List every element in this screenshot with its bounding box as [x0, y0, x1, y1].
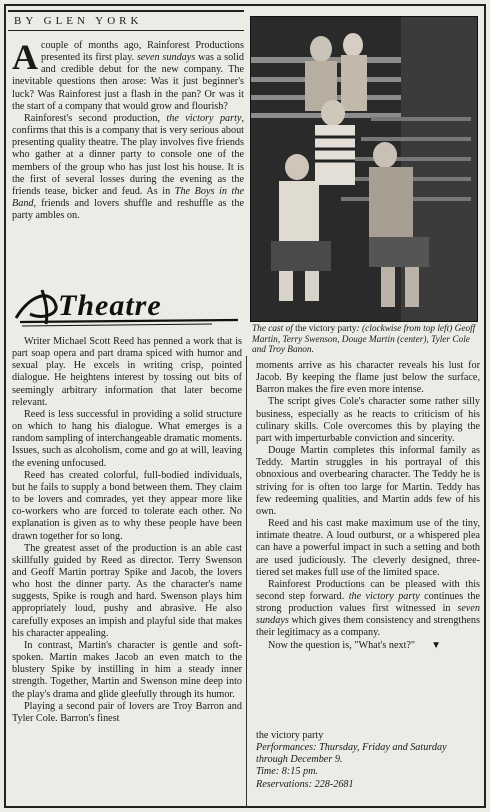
intro-paragraph-2 — [12, 113, 244, 222]
intro-text: couple of months ago, Rainforest Productions presented its first play. — [41, 40, 244, 64]
end-mark-icon: ▼ — [431, 639, 441, 651]
logo-text: Theatre — [58, 289, 162, 322]
photo-caption — [252, 324, 480, 356]
left-column — [12, 336, 242, 725]
info-title: the victory party — [256, 730, 324, 741]
play-title: the victory party — [166, 112, 242, 124]
theatre-logo — [12, 282, 240, 328]
left-paragraph: Writer Michael Scott Reed has penned a work that is part soap opera and part drama spiced with humor and sexual play. He excels in writing crisp, pointed dialogue. He heightens interest by tossing out bits of seemingly arbitrary information that later become relevant. — [12, 336, 242, 408]
right-paragraph: Reed and his cast make maximum use of the tiny, intimate theatre. A loud outburst, or a whispered plea can have a powerful impact in such a setting and both are used judiciously. The cleverly designed, three-tiered set makes full use of the limited space. — [256, 518, 480, 578]
drop-cap: A — [12, 37, 38, 77]
right-paragraph: Douge Martin completes this informal family as Teddy. Martin struggles in his portrayal of this obnoxious and overbearing character. The Teddy he is striving for is often too large for Martin. Teddy has few redeeming qualities, and Martin adds few of his own. — [256, 445, 480, 517]
right-text: which gives them consistency and strengthens their legitimacy as a company. — [256, 615, 480, 639]
right-column — [256, 360, 480, 652]
play-title: seven sundays — [256, 603, 480, 627]
right-paragraph — [256, 640, 480, 652]
left-paragraph: Reed has created colorful, full-bodied individuals, but he fails to supply a bond between them. They claim to be lovers and comrades, yet they appear more like co-workers who are forced to tolerate each other. No explanation is given as to why these people have been drawn together for so long. — [12, 469, 242, 542]
right-text: Rainforest Productions can be pleased with this second step forward. — [256, 578, 480, 602]
caption-text: : (clockwise from top left) Geoff Martin, Terry Swenson, Douge Martin (center), Tyler Cole and Troy Banon. — [252, 324, 476, 356]
performance-info — [256, 730, 480, 791]
play-title: The Boys in the Band — [12, 185, 244, 210]
left-paragraph: Playing a second pair of lovers are Troy Barron and Tyler Cole. Barron's finest — [12, 700, 242, 724]
caption-text: The cast of — [252, 324, 296, 334]
right-paragraph: The script gives Cole's character some rather silly business, especially as he reacts to criticism of his culinary skills. Cole overcomes this by playing the part with imperturbable conviction and sincerity. — [256, 396, 480, 444]
right-paragraph — [256, 579, 480, 640]
intro-text: , friends and lovers shuffle and reshuffle as the party ambles on. — [12, 198, 244, 222]
right-text: continues the strong production values first witnessed in — [256, 590, 480, 615]
left-paragraph: Reed is less successful in providing a solid structure on which to hang his dialogue. What emerges is a random sampling of interchangeable dramatic moments. Issues, such as alcoholism, come and go at will, leaving the evening unfocused. — [12, 408, 242, 469]
caption-play-title: the victory party — [295, 324, 357, 334]
cast-photo — [250, 16, 478, 322]
play-title: seven sundays — [136, 52, 196, 64]
intro-text: Rainforest's second production, — [24, 112, 167, 124]
column-divider — [246, 356, 247, 808]
right-paragraph: moments arrive as his character reveals his lust for Jacob. By keeping the flame just below the surface, Barron makes the fire even more intense. — [256, 360, 480, 396]
intro-text: , confirms that this is a company that is very serious about presenting quality theatre. The play involves five friends who gather at a dinner party to console one of the members of the group who has just lost his house. It is the first of several losses during the evening as the friends tease, bicker and feud. As in — [12, 112, 245, 197]
byline: BY GLEN YORK — [8, 10, 244, 31]
play-title: the victory party — [348, 590, 420, 602]
cast-photo-image — [251, 17, 478, 322]
intro-paragraph-1 — [12, 37, 245, 113]
info-reservations: Reservations: 228-2681 — [256, 778, 354, 790]
info-performances: Performances: Thursday, Friday and Saturday through December 9. — [256, 742, 447, 766]
intro-column — [12, 37, 245, 222]
closing-question: Now the question is, "What's next?" — [268, 639, 416, 651]
left-paragraph: In contrast, Martin's character is gentle and soft-spoken. Martin makes Jacob an even match to the blustery Spike by instilling in him a steady inner strength. Together, Martin and Swenson mine deep into the play's drama and glide gleefully through its humor. — [12, 639, 242, 700]
left-paragraph: The greatest asset of the production is an able cast skillfully guided by Reed as director. Terry Swenson and Geoff Martin portray Spike and Jacob, the lovers who host the dinner party. As the character's name suggests, Spike is rough and hard. Swenson plays him appropriately loud, pushy and abrasive. He also carefully exposes an impish and playful side that makes his character appealing. — [12, 542, 242, 639]
info-time: Time: 8:15 pm. — [256, 766, 318, 778]
intro-text: was a solid and credible debut for the new company. The inevitable questions then arose: Was it just beginner's luck? Was Rainforest just a flash in the pan? Or was it the start of a company that would grow and flourish? — [12, 52, 245, 112]
